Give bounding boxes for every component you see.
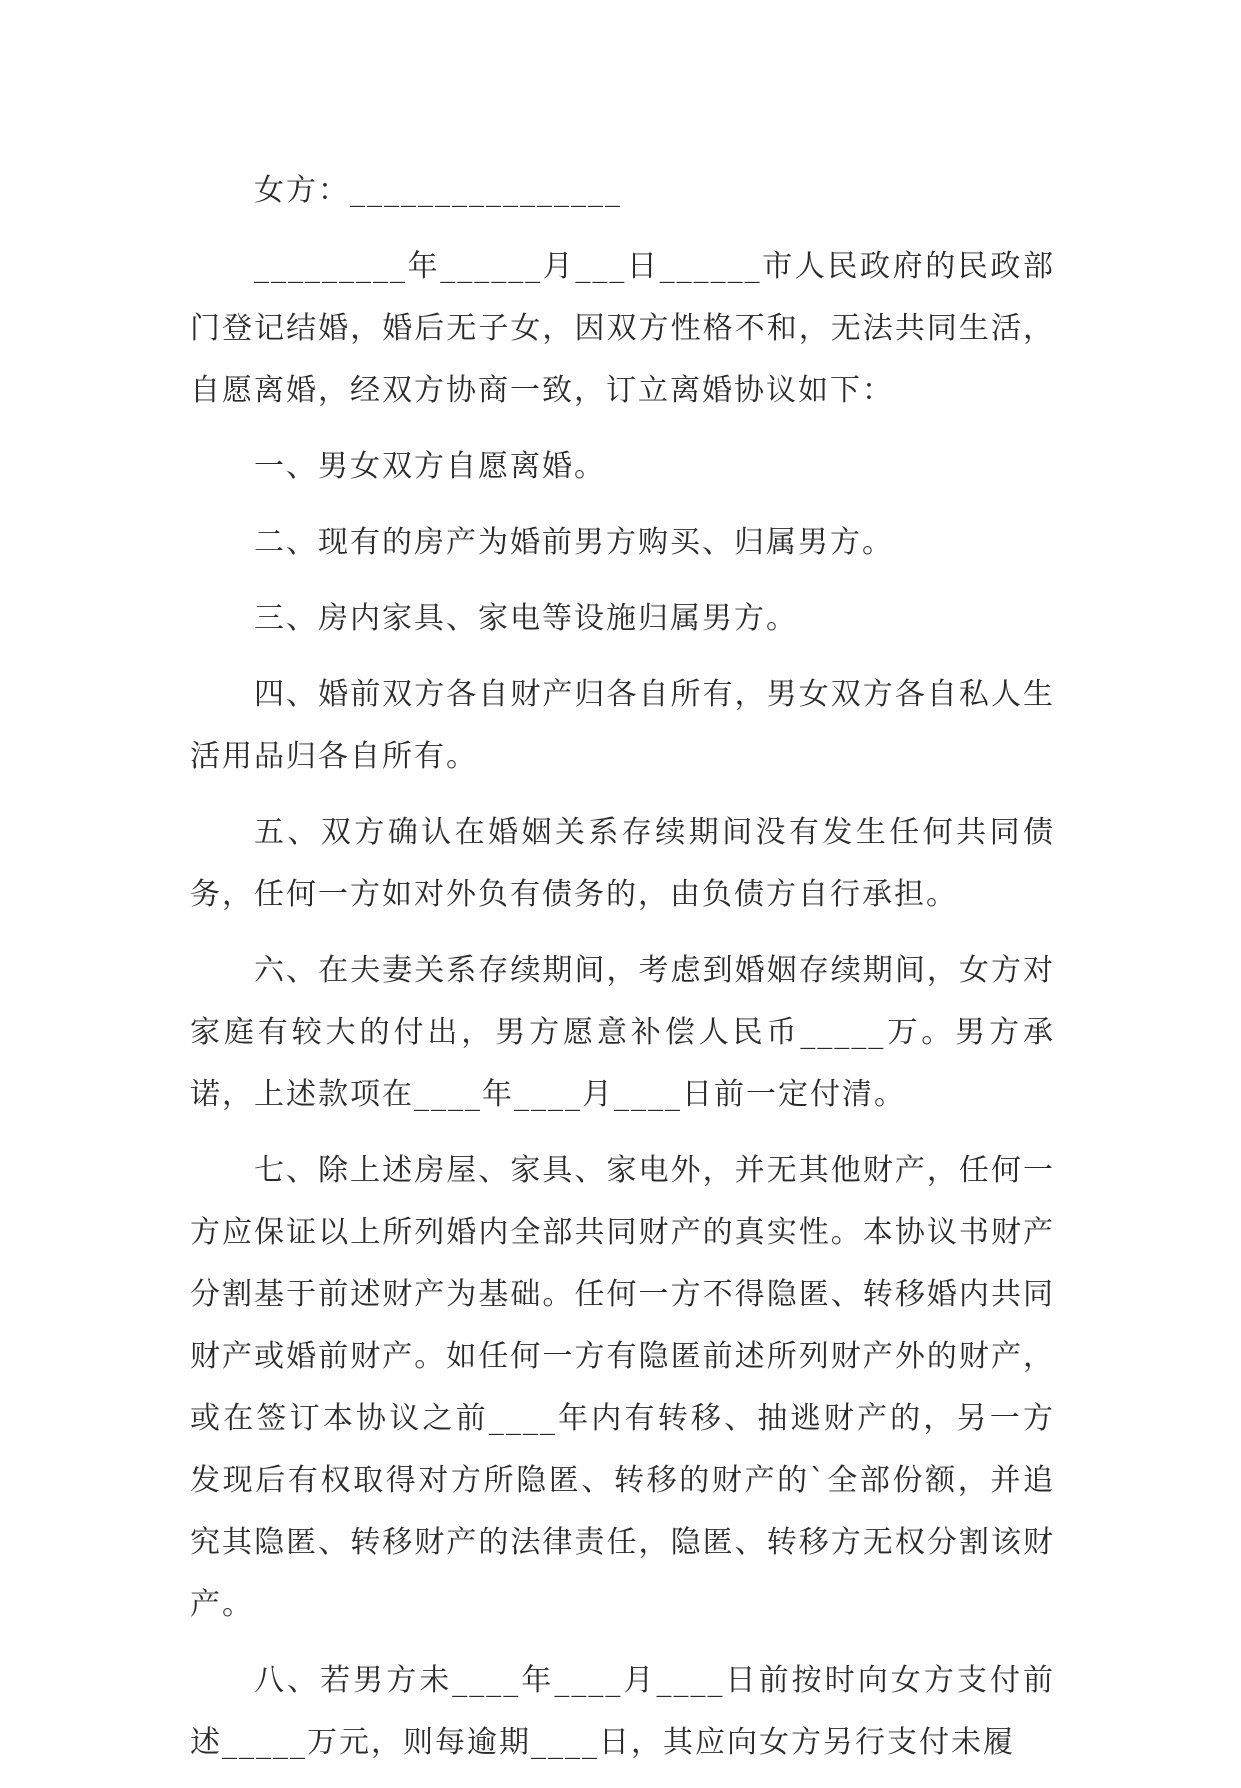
clause-8: 八、若男方未____年____月____日前按时向女方支付前述_____万元，则每逾期____日，其应向女方另行支付未履	[190, 1663, 1055, 1760]
document-body	[190, 160, 1055, 1788]
clause-5: 五、双方确认在婚姻关系存续期间没有发生任何共同债务，任何一方如对外负有债务的，由负债方自行承担。	[190, 815, 1055, 912]
marriage-registration-paragraph: _________年______月___日______市人民政府的民政部门登记结婚，婚后无子女，因双方性格不和，无法共同生活，自愿离婚，经双方协商一致，订立离婚协议如下：	[190, 249, 1055, 408]
clause-6: 六、在夫妻关系存续期间，考虑到婚姻存续期间，女方对家庭有较大的付出，男方愿意补偿人民币_____万。男方承诺，上述款项在____年____月____日前一定付清。	[190, 953, 1055, 1112]
clause-4: 四、婚前双方各自财产归各自所有，男女双方各自私人生活用品归各自所有。	[190, 677, 1055, 774]
clause-3: 三、房内家具、家电等设施归属男方。	[254, 601, 798, 636]
clause-1: 一、男女双方自愿离婚。	[254, 449, 606, 484]
party-female-line: 女方：________________	[254, 173, 622, 208]
clause-2: 二、现有的房产为婚前男方购买、归属男方。	[254, 525, 894, 560]
clause-7: 七、除上述房屋、家具、家电外，并无其他财产，任何一方应保证以上所列婚内全部共同财产的真实性。本协议书财产分割基于前述财产为基础。任何一方不得隐匿、转移婚内共同财产或婚前财产。如任何一方有隐匿前述所列财产外的财产，或在签订本协议之前____年内有转移、抽逃财产的，另一方发现后有权取得对方所隐匿、转移的财产的`全部份额，并追究其隐匿、转移财产的法律责任，隐匿、转移方无权分割该财产。	[190, 1153, 1055, 1622]
